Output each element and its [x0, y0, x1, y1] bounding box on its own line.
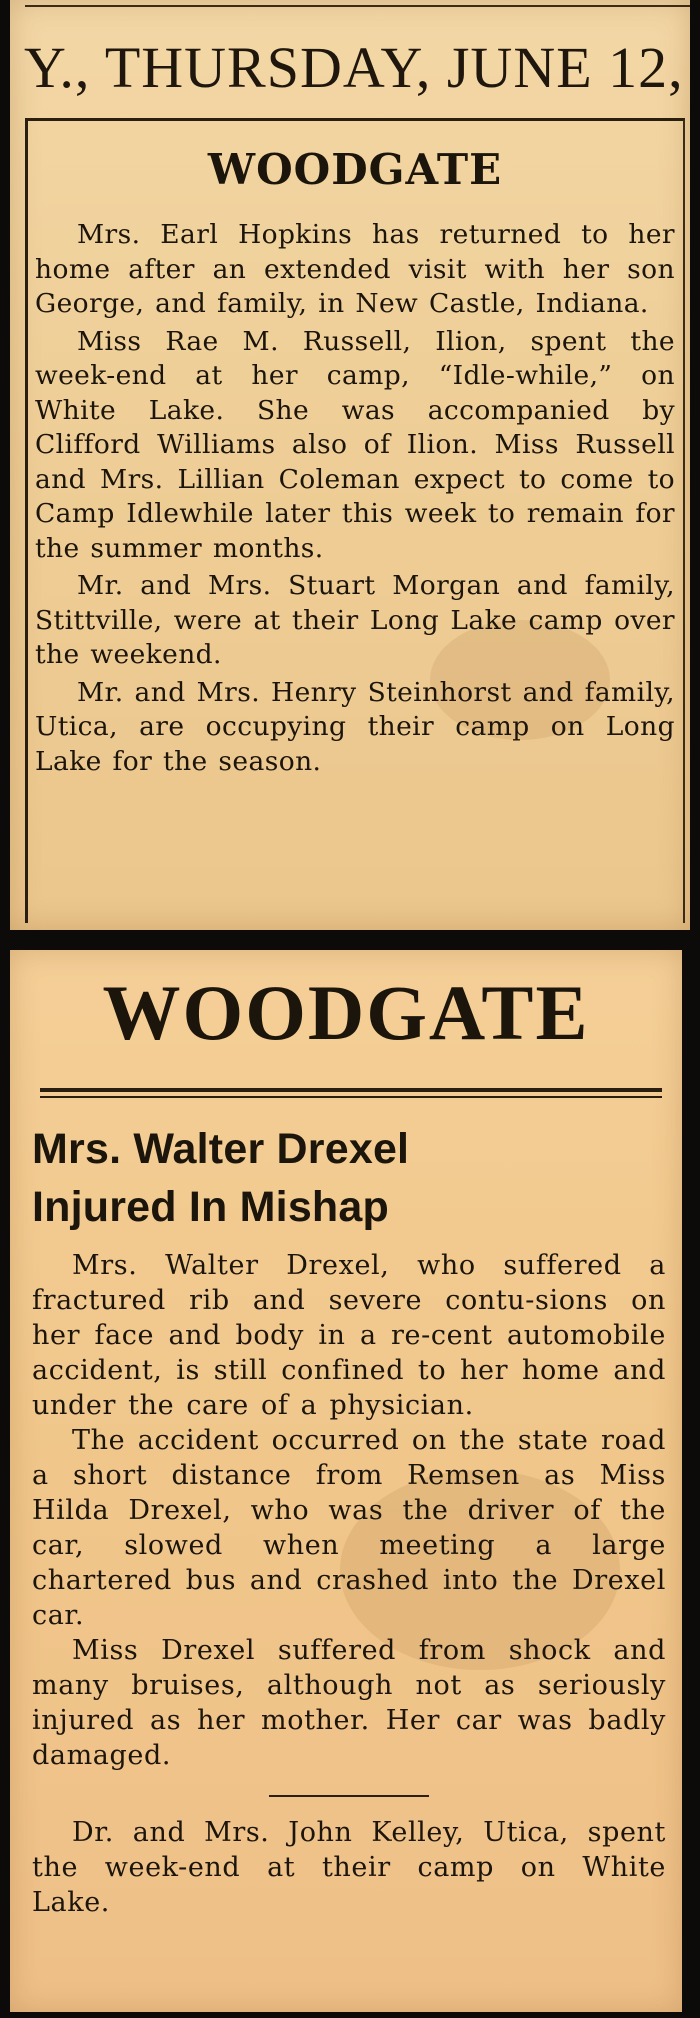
- headline-line-1: Mrs. Walter Drexel: [32, 1125, 410, 1173]
- clipping-top: [10, 0, 690, 930]
- separator-rule: [269, 1795, 429, 1797]
- news-item: Mrs. Earl Hopkins has returned to her home after an extended visit with her son George, and family, in New Castle, Indiana.: [35, 219, 675, 319]
- article-paragraph: The accident occurred on the state road a short distance from Remsen as Miss Hilda Drexel, who was the driver of the car, slowed when meeting a large chartered bus and crashed into the Drexel car.: [32, 1425, 666, 1631]
- dateline: Y., THURSDAY, JUNE 12,: [24, 35, 684, 100]
- article-paragraph: Mrs. Walter Drexel, who suffered a fractured rib and severe contu-sions on her face and body in a re-cent automobile accident, is still confined to her home and under the care of a physician.: [32, 1250, 666, 1421]
- section-heading: WOODGATE: [102, 969, 590, 1056]
- heading-rule: [40, 1096, 662, 1098]
- heading-rule: [40, 1088, 662, 1092]
- article-headline: [32, 1120, 666, 1236]
- headline-line-2: Injured In Mishap: [32, 1183, 389, 1231]
- article-paragraph: Miss Drexel suffered from shock and many bruises, although not as seriously injured as her mother. Her car was badly damaged.: [32, 1635, 666, 1771]
- news-item: Mr. and Mrs. Stuart Morgan and family, Stittville, were at their Long Lake camp over the weekend.: [35, 570, 675, 670]
- column-bottom: [32, 1120, 666, 1920]
- top-rule: [25, 5, 690, 7]
- section-heading: WOODGATE: [207, 145, 503, 194]
- news-item: Mr. and Mrs. Henry Steinhorst and family, Utica, are occupying their camp on Long Lake for the season.: [35, 676, 675, 777]
- news-item: Miss Rae M. Russell, Ilion, spent the week-end at her camp, “Idle-while,” on White Lake. She was accompanied by Clifford Williams also of Ilion. Miss Russell and Mrs. Lillian Coleman expect to come to Camp Idlewhile later this week to remain for the summer months.: [35, 325, 675, 564]
- news-item: Dr. and Mrs. John Kelley, Utica, spent the week-end at their camp on White Lake.: [32, 1817, 666, 1918]
- clipping-bottom: [10, 950, 682, 2012]
- column-top: [35, 140, 675, 782]
